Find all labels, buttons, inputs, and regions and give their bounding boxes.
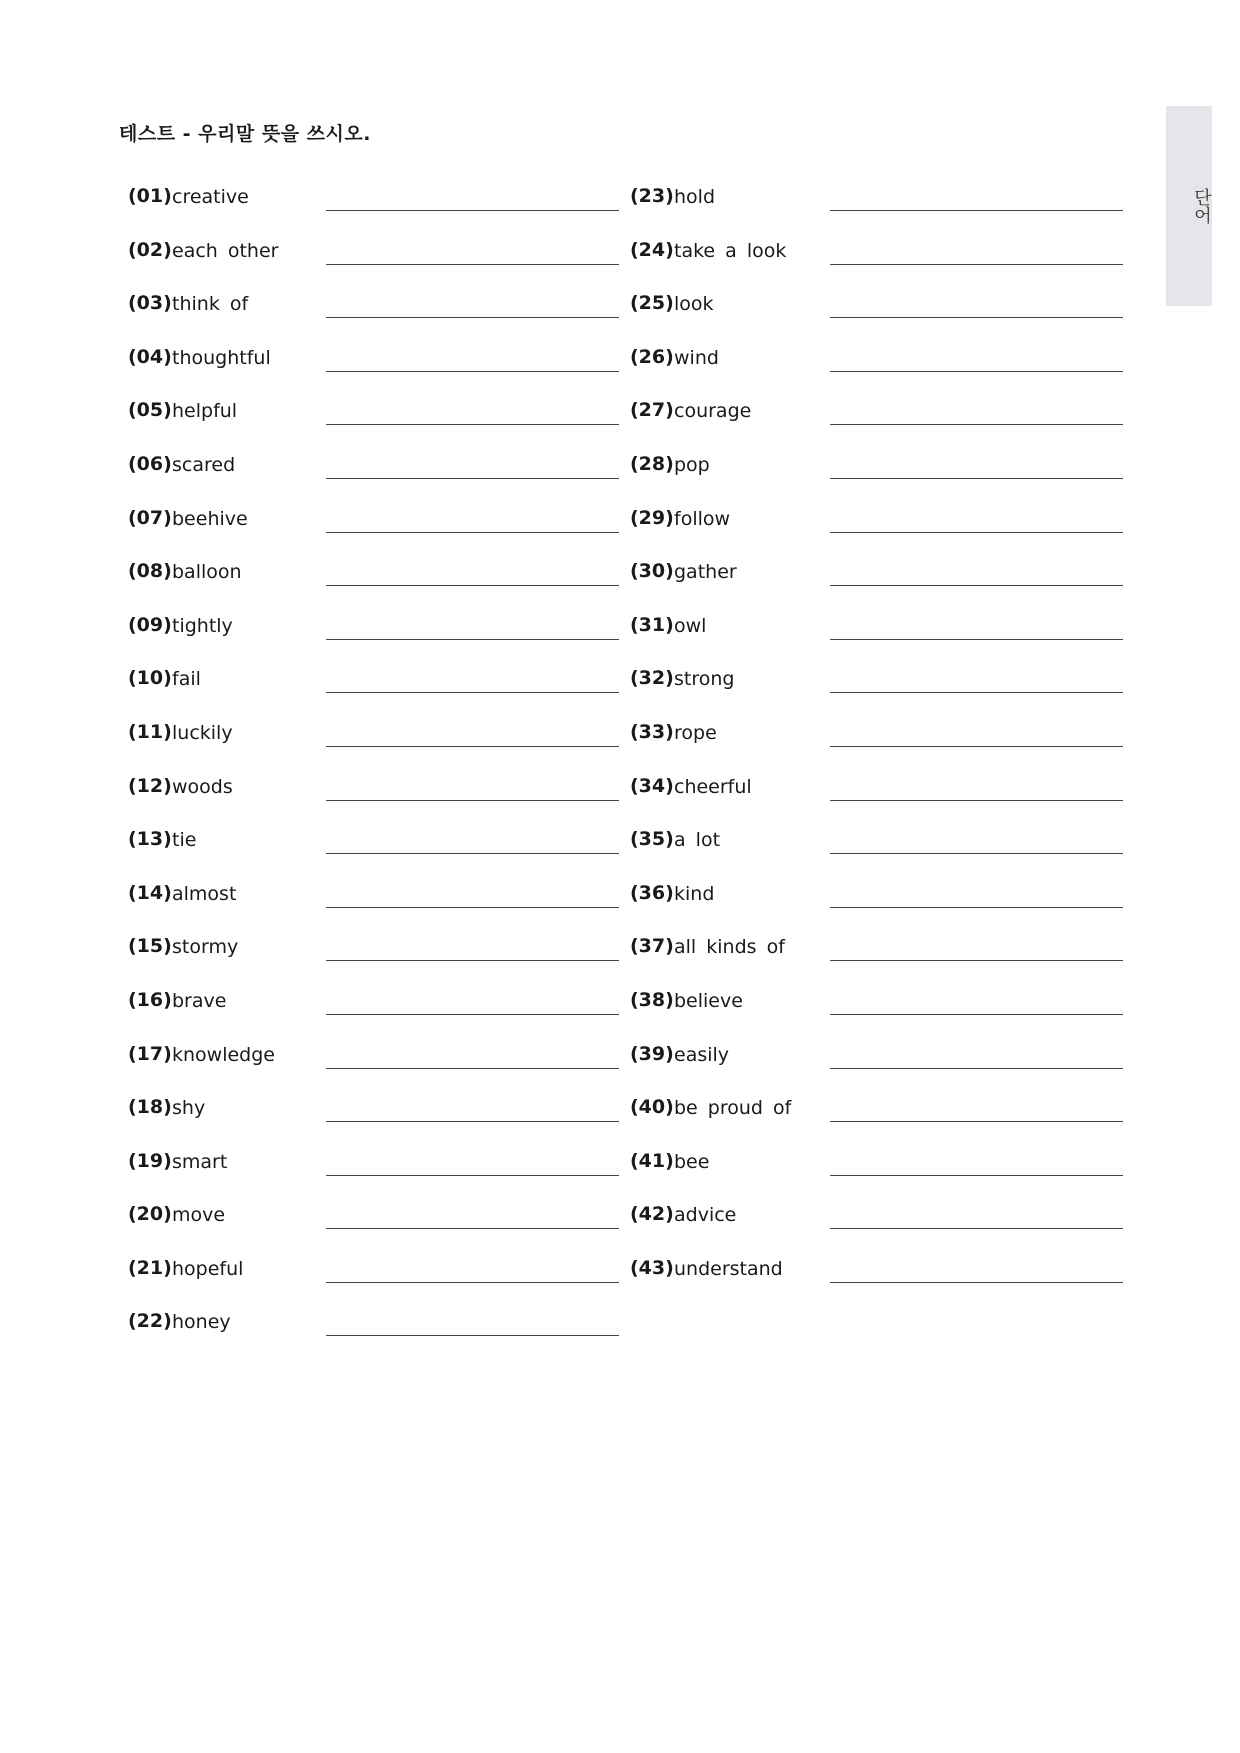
item-number: (04) bbox=[128, 345, 172, 368]
word-row bbox=[630, 706, 1230, 760]
item-number: (42) bbox=[630, 1203, 674, 1226]
answer-blank[interactable] bbox=[830, 639, 1123, 640]
item-number: (06) bbox=[128, 452, 172, 475]
vocabulary-word: tie bbox=[172, 829, 197, 852]
item-number: (35) bbox=[630, 828, 674, 851]
item-number: (21) bbox=[128, 1256, 172, 1279]
answer-blank[interactable] bbox=[830, 585, 1123, 586]
answer-blank[interactable] bbox=[326, 1175, 619, 1176]
item-number: (33) bbox=[630, 720, 674, 743]
item-number: (03) bbox=[128, 292, 172, 315]
item-number: (40) bbox=[630, 1096, 674, 1119]
answer-blank[interactable] bbox=[326, 639, 619, 640]
word-row bbox=[630, 492, 1230, 546]
word-row bbox=[630, 331, 1230, 385]
answer-blank[interactable] bbox=[326, 800, 619, 801]
answer-blank[interactable] bbox=[830, 1068, 1123, 1069]
item-number: (05) bbox=[128, 399, 172, 422]
vocabulary-word: honey bbox=[172, 1311, 231, 1334]
answer-blank[interactable] bbox=[326, 1068, 619, 1069]
item-number: (10) bbox=[128, 667, 172, 690]
answer-blank[interactable] bbox=[326, 1282, 619, 1283]
vocabulary-word: beehive bbox=[172, 507, 248, 530]
vocabulary-word: look bbox=[674, 293, 714, 316]
right-word-column bbox=[630, 170, 1230, 1295]
answer-blank[interactable] bbox=[830, 1121, 1123, 1122]
answer-blank[interactable] bbox=[326, 478, 619, 479]
item-number: (07) bbox=[128, 506, 172, 529]
item-number: (11) bbox=[128, 720, 172, 743]
item-number: (15) bbox=[128, 935, 172, 958]
vocabulary-word: be proud of bbox=[674, 1097, 792, 1120]
answer-blank[interactable] bbox=[830, 424, 1123, 425]
vocabulary-word: a lot bbox=[674, 829, 721, 852]
item-number: (31) bbox=[630, 613, 674, 636]
vocabulary-word: fail bbox=[172, 668, 201, 691]
item-number: (08) bbox=[128, 560, 172, 583]
vocabulary-word: wind bbox=[674, 346, 719, 369]
answer-blank[interactable] bbox=[326, 264, 619, 265]
side-tab-label: 단어 bbox=[1191, 188, 1212, 224]
word-row bbox=[630, 760, 1230, 814]
item-number: (23) bbox=[630, 185, 674, 207]
answer-blank[interactable] bbox=[830, 1014, 1123, 1015]
answer-blank[interactable] bbox=[326, 585, 619, 586]
answer-blank[interactable] bbox=[326, 1014, 619, 1015]
vocabulary-word: hold bbox=[674, 186, 716, 208]
vocabulary-word: woods bbox=[172, 775, 233, 798]
vocabulary-word: thoughtful bbox=[172, 346, 271, 369]
item-number: (09) bbox=[128, 613, 172, 636]
item-number: (17) bbox=[128, 1042, 172, 1065]
vocabulary-word: creative bbox=[172, 186, 249, 208]
answer-blank[interactable] bbox=[326, 907, 619, 908]
vocabulary-word: hopeful bbox=[172, 1257, 244, 1280]
word-row bbox=[630, 1028, 1230, 1082]
word-row bbox=[630, 867, 1230, 921]
vocabulary-word: smart bbox=[172, 1150, 228, 1173]
word-row bbox=[630, 545, 1230, 599]
answer-blank[interactable] bbox=[830, 264, 1123, 265]
answer-blank[interactable] bbox=[326, 1228, 619, 1229]
vocabulary-word: owl bbox=[674, 614, 707, 637]
answer-blank[interactable] bbox=[830, 210, 1123, 211]
vocabulary-word: each other bbox=[172, 239, 279, 262]
item-number: (16) bbox=[128, 988, 172, 1011]
answer-blank[interactable] bbox=[830, 371, 1123, 372]
answer-blank[interactable] bbox=[326, 746, 619, 747]
word-row bbox=[630, 1081, 1230, 1135]
item-number: (37) bbox=[630, 935, 674, 958]
item-number: (24) bbox=[630, 238, 674, 261]
vocabulary-word: all kinds of bbox=[674, 936, 785, 959]
answer-blank[interactable] bbox=[326, 853, 619, 854]
item-number: (26) bbox=[630, 345, 674, 368]
item-number: (39) bbox=[630, 1042, 674, 1065]
answer-blank[interactable] bbox=[830, 853, 1123, 854]
item-number: (25) bbox=[630, 292, 674, 315]
word-row bbox=[630, 170, 1230, 224]
vocabulary-word: take a look bbox=[674, 239, 787, 262]
word-row bbox=[630, 813, 1230, 867]
answer-blank[interactable] bbox=[326, 371, 619, 372]
vocabulary-word: bee bbox=[674, 1150, 710, 1173]
answer-blank[interactable] bbox=[326, 424, 619, 425]
item-number: (34) bbox=[630, 774, 674, 797]
answer-blank[interactable] bbox=[326, 692, 619, 693]
word-row bbox=[630, 277, 1230, 331]
answer-blank[interactable] bbox=[830, 317, 1123, 318]
vocabulary-word: gather bbox=[674, 561, 737, 584]
answer-blank[interactable] bbox=[830, 800, 1123, 801]
word-row bbox=[630, 1188, 1230, 1242]
vocabulary-word: easily bbox=[674, 1043, 730, 1066]
answer-blank[interactable] bbox=[830, 1228, 1123, 1229]
vocabulary-word: rope bbox=[674, 721, 717, 744]
answer-blank[interactable] bbox=[830, 746, 1123, 747]
answer-blank[interactable] bbox=[326, 960, 619, 961]
word-row bbox=[630, 1135, 1230, 1189]
item-number: (27) bbox=[630, 399, 674, 422]
vocabulary-word: strong bbox=[674, 668, 735, 691]
item-number: (19) bbox=[128, 1149, 172, 1172]
answer-blank[interactable] bbox=[326, 210, 619, 211]
vocabulary-word: luckily bbox=[172, 721, 233, 744]
vocabulary-word: scared bbox=[172, 453, 236, 476]
answer-blank[interactable] bbox=[326, 1121, 619, 1122]
answer-blank[interactable] bbox=[830, 1175, 1123, 1176]
item-number: (18) bbox=[128, 1096, 172, 1119]
item-number: (13) bbox=[128, 828, 172, 851]
item-number: (20) bbox=[128, 1203, 172, 1226]
word-row bbox=[630, 599, 1230, 653]
vocabulary-word: think of bbox=[172, 293, 249, 316]
word-row bbox=[630, 384, 1230, 438]
item-number: (43) bbox=[630, 1256, 674, 1279]
word-row bbox=[630, 1242, 1230, 1296]
item-number: (02) bbox=[128, 238, 172, 261]
item-number: (41) bbox=[630, 1149, 674, 1172]
answer-blank[interactable] bbox=[830, 907, 1123, 908]
vocabulary-word: advice bbox=[674, 1204, 737, 1227]
item-number: (01) bbox=[128, 185, 172, 207]
word-row bbox=[630, 920, 1230, 974]
word-row bbox=[630, 438, 1230, 492]
answer-blank[interactable] bbox=[326, 1335, 619, 1336]
item-number: (38) bbox=[630, 988, 674, 1011]
vocabulary-word: understand bbox=[674, 1257, 783, 1280]
vocabulary-word: cheerful bbox=[674, 775, 752, 798]
word-row bbox=[630, 652, 1230, 706]
vocabulary-word: almost bbox=[172, 882, 237, 905]
item-number: (14) bbox=[128, 881, 172, 904]
answer-blank[interactable] bbox=[326, 317, 619, 318]
vocabulary-word: kind bbox=[674, 882, 715, 905]
page-title: 테스트 - 우리말 뜻을 쓰시오. bbox=[119, 123, 371, 145]
item-number: (29) bbox=[630, 506, 674, 529]
vocabulary-word: knowledge bbox=[172, 1043, 275, 1066]
vocabulary-word: helpful bbox=[172, 400, 238, 423]
answer-blank[interactable] bbox=[830, 478, 1123, 479]
item-number: (30) bbox=[630, 560, 674, 583]
word-row bbox=[128, 1295, 728, 1349]
item-number: (32) bbox=[630, 667, 674, 690]
vocabulary-word: follow bbox=[674, 507, 731, 530]
vocabulary-word: pop bbox=[674, 453, 710, 476]
answer-blank[interactable] bbox=[326, 532, 619, 533]
vocabulary-word: courage bbox=[674, 400, 752, 423]
item-number: (28) bbox=[630, 452, 674, 475]
vocabulary-word: shy bbox=[172, 1097, 206, 1120]
answer-blank[interactable] bbox=[830, 960, 1123, 961]
item-number: (36) bbox=[630, 881, 674, 904]
vocabulary-word: brave bbox=[172, 989, 227, 1012]
vocabulary-word: believe bbox=[674, 989, 743, 1012]
answer-blank[interactable] bbox=[830, 532, 1123, 533]
word-row bbox=[630, 224, 1230, 278]
item-number: (22) bbox=[128, 1310, 172, 1333]
vocabulary-word: balloon bbox=[172, 561, 242, 584]
vocabulary-word: move bbox=[172, 1204, 226, 1227]
vocabulary-word: stormy bbox=[172, 936, 239, 959]
vocabulary-word: tightly bbox=[172, 614, 233, 637]
answer-blank[interactable] bbox=[830, 1282, 1123, 1283]
word-row bbox=[630, 974, 1230, 1028]
answer-blank[interactable] bbox=[830, 692, 1123, 693]
item-number: (12) bbox=[128, 774, 172, 797]
